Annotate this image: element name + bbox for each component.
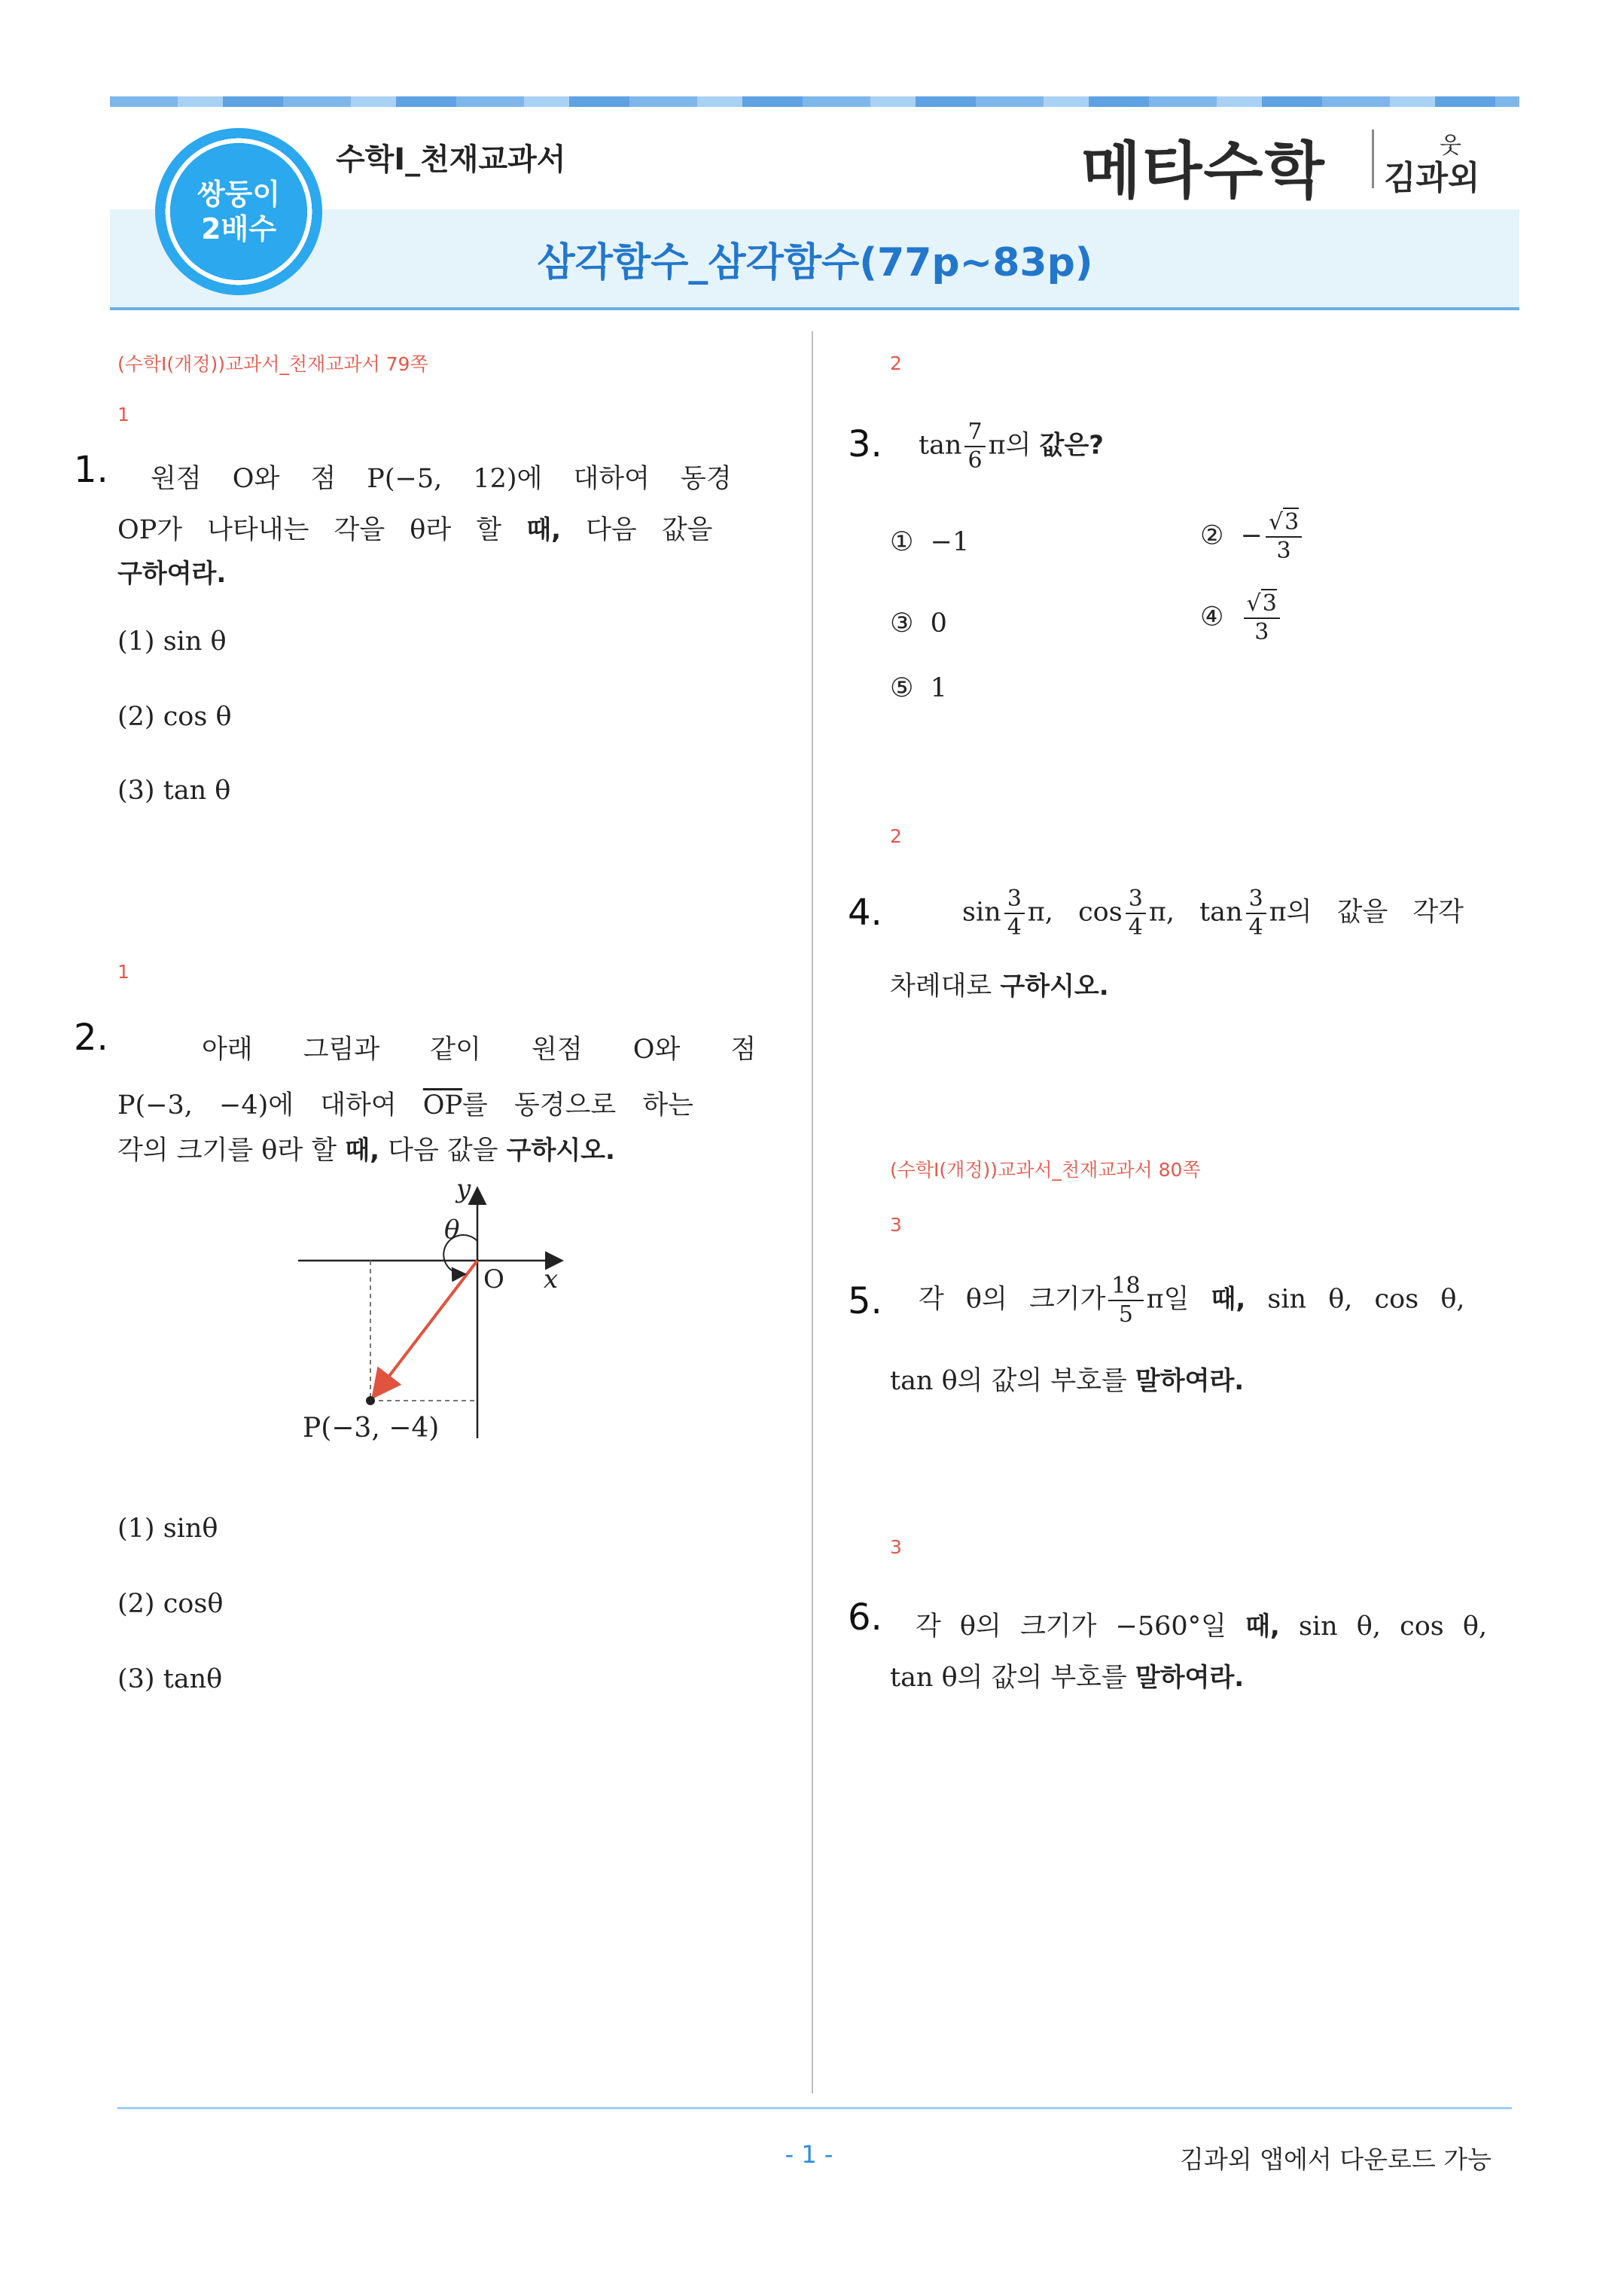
difficulty-level: 1 (117, 961, 130, 983)
question-text: OP가 나타내는 각을 θ라 할 때, 다음 값을 (117, 515, 713, 545)
sub-question: (3) tan θ (117, 776, 231, 806)
choice-4[interactable]: ④ $\frac{√3}{3}$ (1200, 590, 1283, 646)
badge-line2: 2배수 (201, 212, 276, 245)
choice-1[interactable]: ① −1 (890, 527, 970, 557)
question-number: 6. (848, 1596, 882, 1639)
terminal-side-arrow (375, 1261, 477, 1395)
coordinate-figure (292, 1175, 578, 1446)
question-text: 차례대로 구하시오. (890, 971, 1109, 1002)
header-stripe (110, 96, 1519, 107)
choice-3[interactable]: ③ 0 (890, 608, 947, 639)
page-title (0, 230, 1618, 287)
question-text: tan θ의 값의 부호를 말하여라. (890, 1663, 1245, 1693)
brand-logo: 메타수학 (1081, 136, 1326, 207)
question-text: sin $\frac{3}{4}$ π, cos $\frac{3}{4}$ π, tan $\frac{3}{4}$ π의 값을 각각 (962, 886, 1464, 941)
difficulty-level: 2 (890, 825, 902, 847)
question-text: 아래 그림과 같이 원점 O와 점 (202, 1035, 757, 1065)
sub-question: (3) tanθ (117, 1664, 223, 1694)
question-number: 1. (74, 449, 108, 491)
difficulty-level: 1 (117, 404, 130, 425)
question-text: 원점 O와 점 P(−5, 12)에 대하여 동경 (151, 464, 732, 494)
sub-question: (2) cos θ (117, 702, 232, 732)
y-axis-label: y (456, 1175, 471, 1204)
footer-divider (117, 2107, 1512, 2109)
badge-line1: 쌍둥이 (197, 178, 281, 211)
difficulty-level: 3 (890, 1214, 902, 1236)
point-p (366, 1396, 375, 1405)
point-label: P(−3, −4) (303, 1413, 440, 1444)
header-divider (110, 307, 1519, 310)
question-text: tan θ의 값의 부호를 말하여라. (890, 1366, 1245, 1396)
question-text: tan $\frac{7}{6}$ π의 값은? (919, 419, 1104, 474)
question-text: 각 θ의 크기가 $\frac{18}{5}$ π일 때, sin θ, cos θ, (919, 1273, 1465, 1328)
difficulty-level: 2 (890, 352, 902, 374)
x-axis-label: x (544, 1264, 559, 1294)
column-divider (812, 331, 813, 2093)
source-label: (수학Ⅰ(개정))교과서_천재교과서 79쪽 (117, 353, 428, 375)
tutor-figure-icon: 웃 (1440, 133, 1461, 159)
logo-divider (1372, 130, 1374, 188)
question-number: 3. (848, 423, 882, 465)
origin-label: O (483, 1264, 504, 1294)
question-number: 4. (848, 892, 882, 934)
choice-2[interactable]: ② − $\frac{√3}{3}$ (1200, 509, 1305, 565)
page-title-text: 삼각함수_삼각함수(77p~83p) (537, 240, 1093, 285)
question-text: 구하여라. (117, 559, 227, 589)
difficulty-level: 3 (890, 1536, 902, 1558)
sub-question: (1) sinθ (117, 1514, 218, 1544)
page-number: - 1 - (785, 2140, 833, 2169)
question-text: 각 θ의 크기가 −560°일 때, sin θ, cos θ, (916, 1611, 1488, 1642)
sub-question: (1) sin θ (117, 627, 227, 657)
question-text: P(−3, −4)에 대하여 $\overline{OP}$를 동경으로 하는 (117, 1090, 693, 1121)
question-text: 각의 크기를 θ라 할 때, 다음 값을 구하시오. (117, 1136, 615, 1166)
question-number: 5. (848, 1280, 882, 1322)
choice-5[interactable]: ⑤ 1 (890, 673, 947, 703)
question-number: 2. (74, 1017, 108, 1059)
subject-label: 수학Ⅰ_천재교과서 (336, 142, 566, 177)
secondary-logo: 김과외 (1384, 159, 1480, 197)
angle-label: θ (444, 1215, 460, 1245)
sub-question: (2) cosθ (117, 1589, 224, 1619)
download-note: 김과외 앱에서 다운로드 가능 (1179, 2145, 1492, 2174)
source-label: (수학Ⅰ(개정))교과서_천재교과서 80쪽 (890, 1159, 1201, 1181)
